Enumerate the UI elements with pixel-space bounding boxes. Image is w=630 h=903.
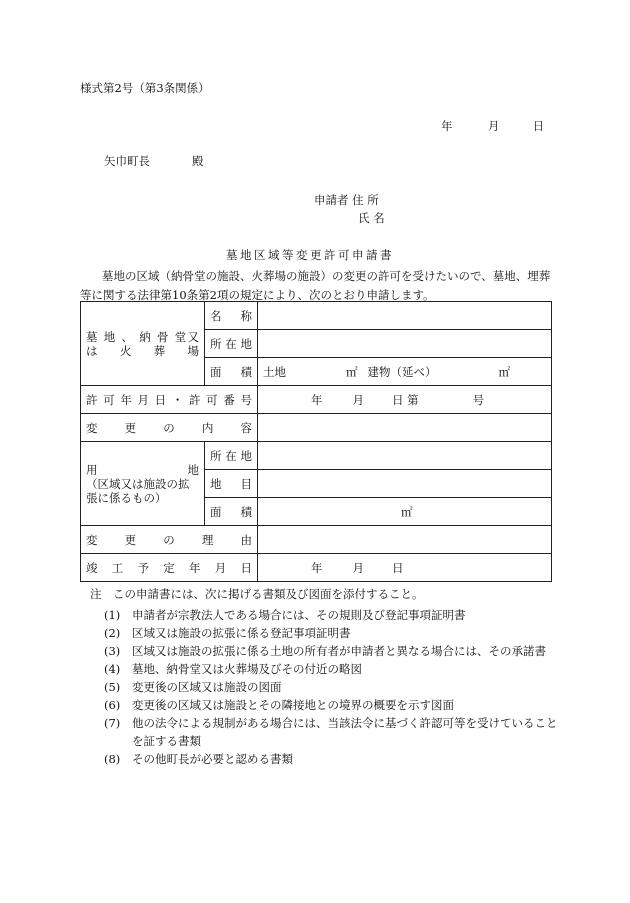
applicant-name-label: 氏 名 (358, 211, 385, 225)
permit-day: 日 第 (392, 392, 419, 407)
notes-head: 注 この申請書には、次に掲げる書類及び図面を添付すること。 (90, 587, 424, 601)
permit-label: 許可年月日・許可番号 (81, 386, 258, 414)
land-location-value[interactable] (258, 442, 552, 470)
permit-month: 月 (352, 392, 364, 407)
table-row (81, 442, 552, 470)
area-building-unit: ㎡ (498, 364, 510, 379)
application-table (80, 301, 552, 582)
area-label: 面 積 (205, 358, 258, 386)
area-land-label: 土地 (263, 364, 286, 379)
date-year: 年 (441, 119, 453, 133)
note-number: (8) (104, 752, 121, 766)
applicant-address-label: 申請者 住 所 (314, 193, 379, 207)
note-text: 変更後の区域又は施設とその隣接地との境界の概要を示す図面 (132, 698, 454, 712)
list-item (90, 606, 560, 624)
table-row (81, 526, 552, 554)
reason-value[interactable] (258, 526, 552, 554)
note-number: (1) (104, 608, 121, 622)
note-text: 他の法令による規制がある場合には、当該法令に基づく許認可等を受けていることを証する書類 (132, 716, 558, 748)
form-number: 様式第2号（第3条関係） (80, 81, 210, 95)
addressee (104, 154, 204, 168)
body-text: 墓地の区域（納骨堂の施設、火葬場の施設）の変更の許可を受けたいので、墓地、埋葬等に関する法律第10条第2項の規定により、次のとおり申請します。 (80, 269, 551, 302)
note-number: (6) (104, 698, 121, 712)
completion-year: 年 (311, 560, 323, 575)
note-number: (2) (104, 626, 121, 640)
notes (90, 586, 560, 768)
group1-label-line2: は 火 葬 場 (86, 343, 199, 358)
addressee-suffix: 殿 (192, 154, 204, 168)
land-area-label: 面 積 (205, 498, 258, 526)
land-label (81, 442, 205, 526)
note-text: その他町長が必要と認める書類 (132, 752, 293, 766)
location-label: 所 在 地 (205, 330, 258, 358)
list-item (90, 714, 560, 750)
group1-label (81, 302, 205, 386)
table-row (81, 554, 552, 582)
land-label-line2: （区域又は施設の拡張に係るもの） (86, 476, 190, 505)
completion-month: 月 (352, 560, 364, 575)
note-text: 申請者が宗教法人である場合には、その規則及び登記事項証明書 (132, 608, 466, 622)
note-number: (5) (104, 680, 121, 694)
land-category-label: 地 目 (205, 470, 258, 498)
completion-value[interactable] (258, 554, 552, 582)
list-item (90, 624, 560, 642)
list-item (90, 660, 560, 678)
addressee-name: 矢巾町長 (104, 154, 150, 168)
permit-year: 年 (311, 392, 323, 407)
table-row (81, 386, 552, 414)
land-area-value[interactable] (258, 498, 552, 526)
date-line (441, 119, 544, 133)
list-item (90, 696, 560, 714)
note-number: (3) (104, 644, 121, 658)
permit-value[interactable] (258, 386, 552, 414)
area-land-unit: ㎡ (346, 364, 358, 379)
change-content-value[interactable] (258, 414, 552, 442)
completion-day: 日 (392, 560, 404, 575)
name-label: 名 称 (205, 302, 258, 330)
land-category-value[interactable] (258, 470, 552, 498)
list-item (90, 642, 560, 660)
document-title: 墓地区域等変更許可申請書 (226, 248, 394, 262)
area-value[interactable] (258, 358, 552, 386)
reason-label: 変更の理由 (81, 526, 258, 554)
name-value[interactable] (258, 302, 552, 330)
date-day: 日 (532, 119, 545, 133)
note-text: 区域又は施設の拡張に係る登記事項証明書 (132, 626, 351, 640)
permit-number: 号 (472, 392, 485, 407)
note-number: (7) (104, 716, 121, 730)
note-text: 墓地、納骨堂又は火葬場及びその付近の略図 (132, 662, 362, 676)
land-location-label: 所 在 地 (205, 442, 258, 470)
list-item (90, 678, 560, 696)
date-month: 月 (487, 119, 500, 133)
note-number: (4) (104, 662, 121, 676)
area-building-label: 建物（延べ） (367, 364, 437, 379)
group1-label-line1: 墓 地 、 納 骨 堂又 (86, 329, 199, 344)
location-value[interactable] (258, 330, 552, 358)
table-row (81, 302, 552, 330)
land-label-line1: 用 地 (86, 462, 199, 477)
note-text: 変更後の区域又は施設の図面 (132, 680, 282, 694)
note-text: 区域又は施設の拡張に係る土地の所有者が申請者と異なる場合には、その承諾書 (132, 644, 546, 658)
completion-label: 竣工予定年月日 (81, 554, 258, 582)
table-row (81, 414, 552, 442)
list-item (90, 750, 560, 768)
change-content-label: 変更の内容 (81, 414, 258, 442)
land-area-unit: ㎡ (401, 504, 413, 519)
